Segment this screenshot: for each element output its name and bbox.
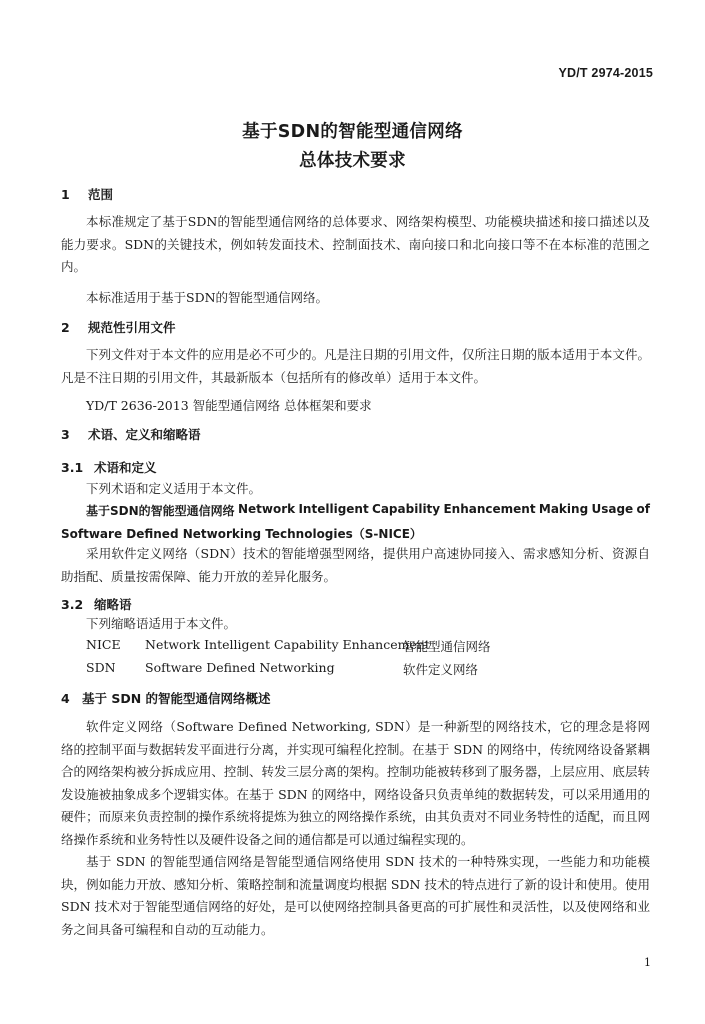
section-2-heading — [61, 318, 176, 336]
reference-item: YD/T 2636-2013 智能型通信网络 总体框架和要求 — [86, 398, 372, 413]
section-4-heading — [61, 689, 271, 707]
section-number: 3.1 — [61, 460, 84, 475]
abbreviations-intro: 下列缩略语适用于本文件。 — [86, 616, 237, 631]
section-title: 规范性引用文件 — [88, 320, 176, 335]
term-name-continued: Software Defined Networking Technologies（S-NICE） — [61, 527, 422, 541]
overview-paragraph-1: 软件定义网络（Software Defined Networking, SDN）是一种新型的网络技术，它的理念是将网络的控制平面与数据转发平面进行分离，并实现可编程化控制。在基于 SDN 的网络中，传统网络设备紧耦合的网络架构被分拆成应用、控制、转发三层分离的架构。控制功能被转移到了服务器，上层应用、底层转发设施被抽象成多个逻辑实体。在基于 SDN 的网络中，网络设备只负责单纯的数据转发，可以采用通用的硬件；而原来负责控制的操作系统将提炼为独立的网络操作系统，由其负责对不同业务特性的适配，而且网络操作系统和业务特性以及硬件设备之间的通信都是可以通过编程实现的。 — [61, 719, 650, 847]
overview-paragraph-2: 基于 SDN 的智能型通信网络是智能型通信网络使用 SDN 技术的一种特殊实现，一些能力和功能模块，例如能力开放、感知分析、策略控制和流量调度均根据 SDN 技术的特点进行了新的设计和使用。使用 SDN 技术对于智能型通信网络的好处，是可以使网络控制具备更高的可扩展性和灵活性，以及使网络和业务之间具备可编程和自动的互动能力。 — [61, 854, 650, 937]
term-word: of — [636, 502, 650, 516]
term-word: 基于SDN的智能型通信网络 — [86, 504, 235, 518]
title-line-2: 总体技术要求 — [299, 151, 406, 171]
section-3-1-heading — [61, 458, 157, 476]
document-title — [0, 118, 705, 176]
section-number: 3.2 — [61, 597, 84, 612]
term-definition: 采用软件定义网络（SDN）技术的智能增强型网络，提供用户高速协同接入、需求感知分析、资源自助指配、质量按需保障、能力开放的差异化服务。 — [61, 546, 650, 584]
term-word: Enhancement — [443, 502, 536, 516]
section-number: 2 — [61, 320, 70, 335]
abbreviation-chinese: 软件定义网络 — [403, 662, 479, 677]
term-word: Network — [237, 502, 296, 516]
scope-paragraph-1: 本标准规定了基于SDN的智能型通信网络的总体要求、网络架构模型、功能模块描述和接口描述以及能力要求。SDN的关键技术，例如转发面技术、控制面技术、南向接口和北向接口等不在本标准的范围之内。 — [61, 214, 650, 274]
section-title: 范围 — [88, 187, 114, 202]
section-title: 缩略语 — [94, 597, 132, 612]
page-number: 1 — [644, 956, 651, 969]
section-title: 基于 SDN 的智能型通信网络概述 — [82, 691, 271, 706]
abbreviation-full: Network Intelligent Capability Enhancement — [145, 637, 430, 652]
standard-code: YD/T 2974-2015 — [558, 66, 653, 80]
normative-references-paragraph: 下列文件对于本文件的应用是必不可少的。凡是注日期的引用文件，仅所注日期的版本适用于本文件。凡是不注日期的引用文件，其最新版本（包括所有的修改单）适用于本文件。 — [61, 347, 650, 385]
abbreviation-chinese: 智能型通信网络 — [403, 639, 491, 654]
section-number: 1 — [61, 187, 70, 202]
section-3-heading — [61, 425, 201, 443]
abbreviation-full: Software Defined Networking — [145, 660, 335, 675]
section-number: 3 — [61, 427, 70, 442]
term-name — [86, 502, 650, 519]
section-1-heading — [61, 185, 113, 203]
section-title: 术语、定义和缩略语 — [88, 427, 201, 442]
abbreviation: NICE — [86, 637, 121, 652]
title-line-1: 基于SDN的智能型通信网络 — [242, 122, 463, 142]
abbreviation: SDN — [86, 660, 116, 675]
term-word: Making — [538, 502, 589, 516]
section-3-2-heading — [61, 595, 132, 613]
scope-paragraph-2: 本标准适用于基于SDN的智能型通信网络。 — [86, 290, 329, 305]
term-word: Intelligent — [298, 502, 369, 516]
section-number: 4 — [61, 691, 70, 706]
terms-intro: 下列术语和定义适用于本文件。 — [86, 481, 262, 496]
section-title: 术语和定义 — [94, 460, 157, 475]
term-word: Capability — [372, 502, 441, 516]
term-word: Usage — [591, 502, 634, 516]
